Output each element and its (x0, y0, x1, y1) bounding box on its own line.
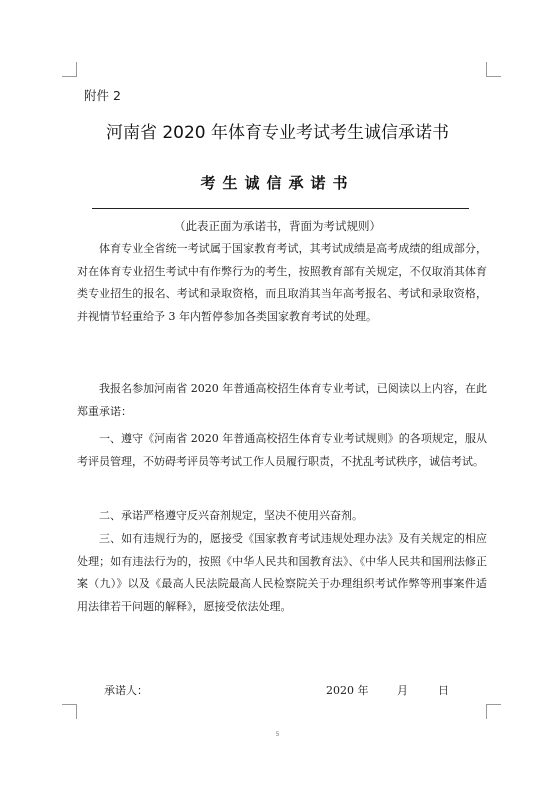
crop-mark-top-left (62, 62, 77, 77)
crop-mark-bottom-left (62, 704, 77, 719)
page-number: 5 (275, 731, 280, 738)
pledge-item-2: 二、承诺严格遵守反兴奋剂规定，坚决不使用兴奋剂。 (99, 509, 363, 522)
crop-mark-top-right (486, 62, 501, 77)
attachment-label: 附件 2 (84, 88, 121, 103)
title-divider (92, 208, 469, 209)
pledge-item-1: 一、遵守《河南省 2020 年普通高校招生体育专业考试规则》的各项规定，服从考评员管理，不妨碍考评员等考试工作人员履行职责，不扰乱考试秩序，诚信考试。 (77, 432, 487, 468)
date-day: 日 (438, 684, 449, 697)
signer-label: 承诺人： (104, 684, 148, 697)
intro-paragraph: 体育专业全省统一考试属于国家教育考试，其考试成绩是高考成绩的组成部分，对在体育专业招生考试中有作弊行为的考生，按照教育部有关规定，不仅取消其体育类专业招生的报名、考试和录取资格，而且取消其当年高考报名、考试和录取资格，并视情节轻重给予 3 年内暂停参加各类国家教育考试的处理。 (77, 242, 487, 323)
date-month: 月 (397, 684, 408, 697)
date-year: 2020 年 (326, 684, 369, 697)
document-title: 河南省 2020 年体育专业考试考生诚信承诺书 (105, 123, 450, 143)
statement-paragraph: 我报名参加河南省 2020 年普通高校招生体育专业考试，已阅读以上内容，在此郑重承诺： (77, 382, 487, 418)
form-title: 考生诚信承诺书 (200, 174, 355, 192)
pledge-item-3: 三、如有违规行为的，愿接受《国家教育考试违规处理办法》及有关规定的相应处理；如有违法行为的，按照《中华人民共和国教育法》、《中华人民共和国刑法修正案（九）》以及《最高人民法院最高人民检察院关于办理组织考试作弊等刑事案件适用法律若干问题的解释》，愿接受依法处理。 (77, 532, 487, 613)
crop-mark-bottom-right (486, 704, 501, 719)
form-note: （此表正面为承诺书，背面为考试规则） (174, 219, 381, 233)
